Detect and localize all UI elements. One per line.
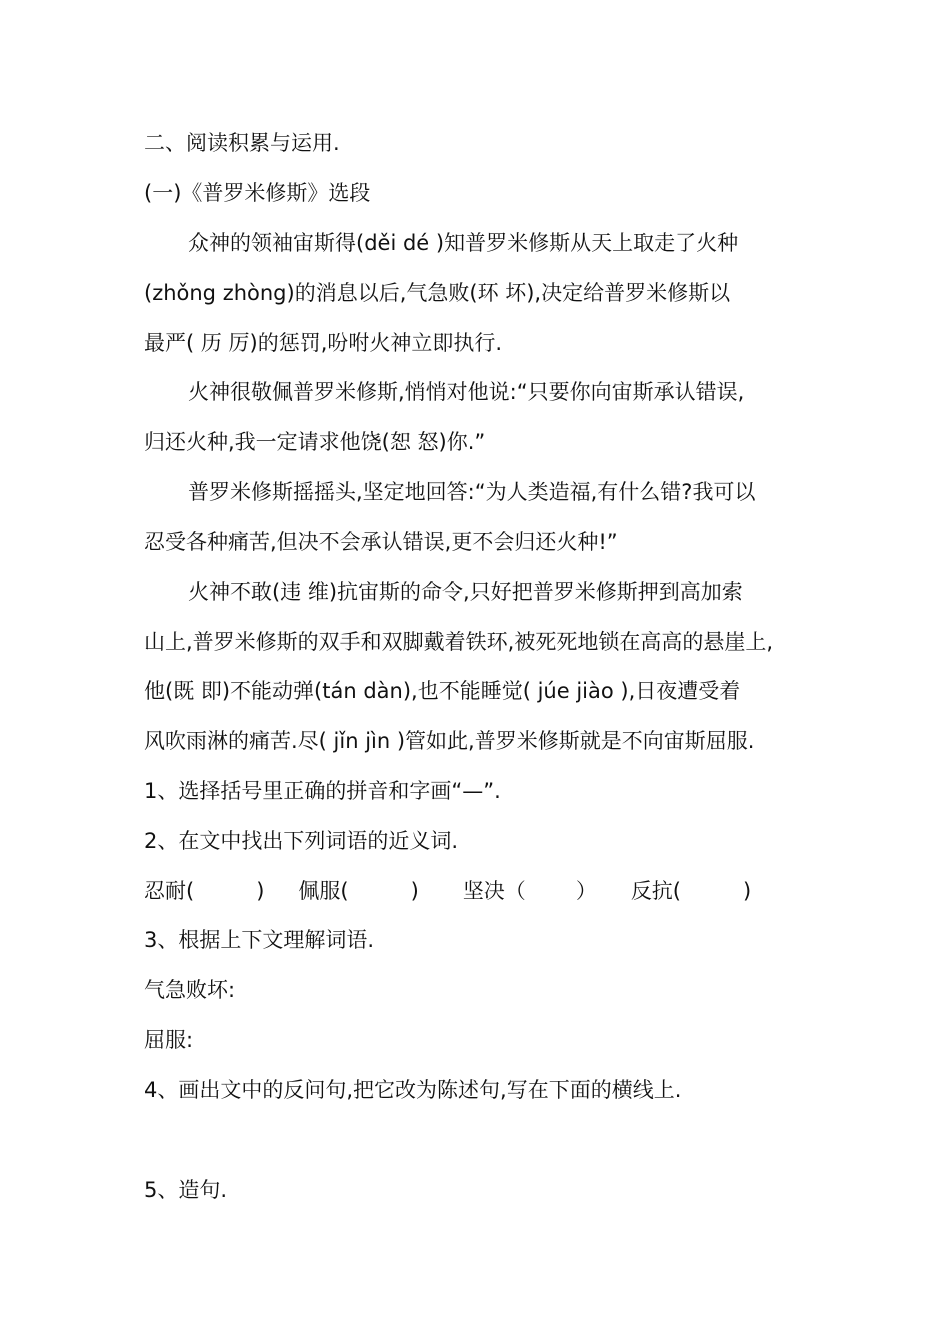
question-3-item-2: 屈服:	[144, 1028, 194, 1052]
synonym-word-3-close: ）	[575, 879, 597, 903]
question-1: 1、选择括号里正确的拼音和字画“—”.	[144, 779, 501, 803]
passage-line-3: 最严( 历 厉)的惩罚,吩咐火神立即执行.	[144, 331, 503, 355]
synonym-word-1-close: )	[256, 879, 265, 903]
synonym-row	[144, 877, 751, 905]
question-2: 2、在文中找出下列词语的近义词.	[144, 829, 459, 853]
question-5: 5、造句.	[144, 1178, 228, 1202]
passage-line-11: 风吹雨淋的痛苦.尽( jǐn jìn )管如此,普罗米修斯就是不向宙斯屈服.	[144, 729, 755, 753]
synonym-word-3-open: 坚决（	[462, 879, 526, 903]
passage-title: (一)《普罗米修斯》选段	[144, 181, 371, 205]
synonym-word-4-close: )	[743, 879, 752, 903]
passage-line-6: 普罗米修斯摇摇头,坚定地回答:“为人类造福,有什么错?我可以	[188, 480, 756, 504]
synonym-word-2-open: 佩服(	[298, 879, 349, 903]
passage-line-9: 山上,普罗米修斯的双手和双脚戴着铁环,被死死地锁在高高的悬崖上,	[144, 630, 774, 654]
passage-line-5: 归还火种,我一定请求他饶(恕 怒)你.”	[144, 430, 486, 454]
passage-line-4: 火神很敬佩普罗米修斯,悄悄对他说:“只要你向宙斯承认错误,	[188, 380, 745, 404]
question-3: 3、根据上下文理解词语.	[144, 928, 375, 952]
passage-line-8: 火神不敢(违 维)抗宙斯的命令,只好把普罗米修斯押到高加索	[188, 580, 743, 604]
section-heading: 二、阅读积累与运用.	[144, 131, 340, 155]
passage-line-10: 他(既 即)不能动弹(tán dàn),也不能睡觉( júe jiào ),日夜遭受着	[144, 679, 741, 703]
synonym-word-4-open: 反抗(	[630, 879, 682, 903]
passage-line-1: 众神的领袖宙斯得(děi dé )知普罗米修斯从天上取走了火种	[188, 231, 739, 255]
synonym-word-1-open: 忍耐(	[144, 879, 195, 903]
synonym-word-2-close: )	[410, 879, 419, 903]
question-4: 4、画出文中的反问句,把它改为陈述句,写在下面的横线上.	[144, 1078, 682, 1102]
question-3-item-1: 气急败坏:	[144, 978, 236, 1002]
passage-line-2: (zhǒng zhòng)的消息以后,气急败(环 坏),决定给普罗米修斯以	[144, 281, 731, 305]
passage-line-7: 忍受各种痛苦,但决不会承认错误,更不会归还火种!”	[144, 530, 618, 554]
